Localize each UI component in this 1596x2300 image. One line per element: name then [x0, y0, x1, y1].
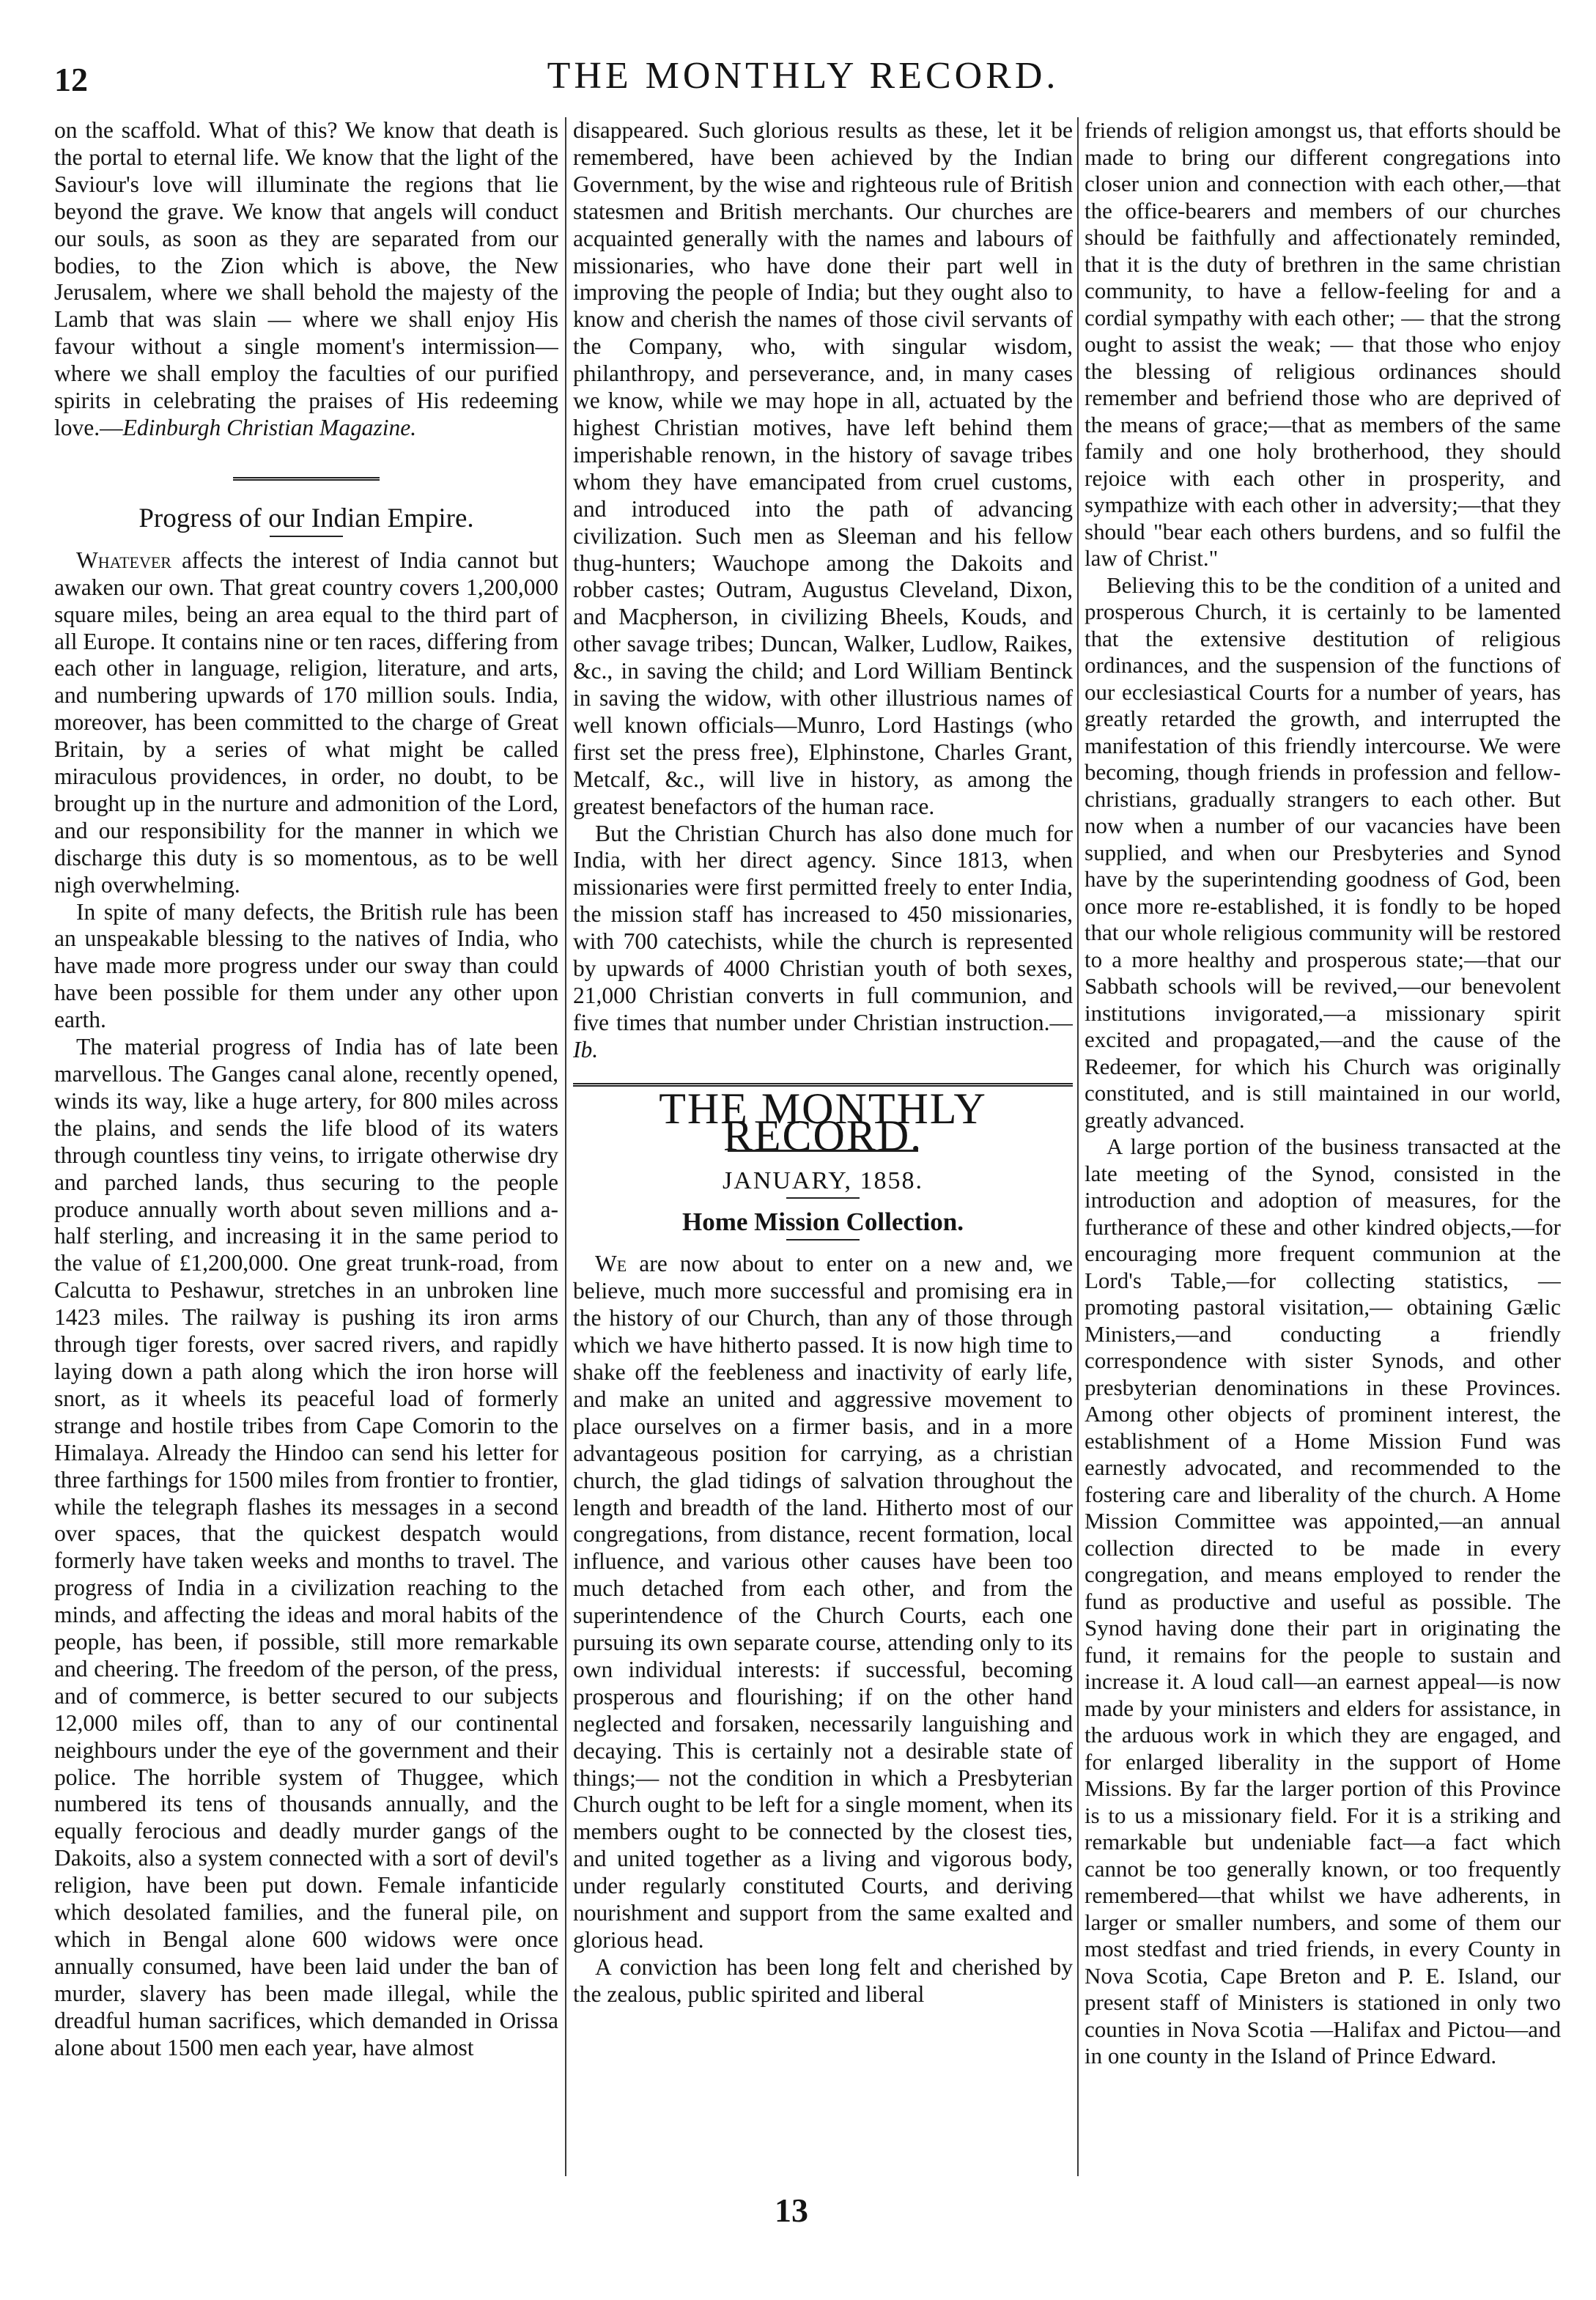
column-rule-right	[1077, 117, 1079, 2176]
editorial-paragraph-4: A large portion of the business transacted at the late meeting of the Synod, consisted in the introduction and adoption of measures, for the furtherance of these and other kindred objects,—for encouraging more frequent communion at the Lord's Table,—for collecting statistics, — promoting pastoral visitation,— obtaining Gælic Ministers,—and conducting a friendly correspondence with sister Synods, and other presbyterian denominations in these Provinces. Among other objects of prominent interest, the establishment of a Home Mission Fund was earnestly advocated, and recommended to the fostering care and liberality of the church. A Home Mission Committee was appointed,—an annual collection directed to be made in every congregation, and means employed to render the fund as productive and useful as possible. The Synod having done their part in originating the fund, it remains for the people to sustain and increase it. A loud call—an earnest appeal—is now made by your ministers and elders for assistance, in the arduous work in which they are engaged, and for enlarged liberality in the support of Home Missions. By far the larger portion of this Province is to us a missionary field. For it is a striking and remarkable but undeniable fact—a fact which cannot be too generally known, or too frequently remembered—that whilst we have adherents, in larger or smaller numbers, and some of them our most stedfast and tried friends, in every County in Nova Scotia, Cape Breton and P. E. Island, our present staff of Ministers is stationed in only two counties in Nova Scotia —Halifax and Pictou—and in one county in the Island of Prince Edward.	[1085, 1134, 1561, 2068]
article-paragraph-2: In spite of many defects, the British rule has been an unspeakable blessing to the natives of India, who have made more progress under our sway than could have been possible for them under any other upon earth.	[54, 898, 558, 1033]
article-mission-paragraph	[573, 821, 1073, 1064]
column-1	[54, 117, 558, 2183]
article-paragraph-1-text: affects the interest of India cannot but awaken our own. That great country covers 1,200,000 square miles, being an area equal to the third part of all Europe. It contains nine or ten races, differing from each other in language, religion, literature, and arts, and numbering upwards of 170 million souls. India, moreover, has been committed to the charge of Great Britain, by a series of what might be called miraculous providences, in order, no doubt, to be brought up in the nurture and admonition of the Lord, and our responsibility for the manner in which we discharge this duty is so momentous, as to be well nigh overwhelming.	[54, 547, 558, 898]
issue-date: JANUARY, 1858.	[723, 1166, 923, 1194]
editorial-drop-word: We	[595, 1251, 627, 1277]
editorial-paragraph-2: A conviction has been long felt and cherished by the zealous, public spirited and liberal	[573, 1953, 1073, 2007]
title-underline	[270, 536, 343, 537]
article-paragraph-1	[54, 547, 558, 899]
column-2	[573, 117, 1073, 2183]
column-3	[1085, 117, 1561, 2183]
editorial-masthead-block	[573, 1083, 1073, 1241]
editorial-paragraph-3: Believing this to be the condition of a united and prosperous Church, it is certainly to be lamented that the extensive destitution of religious ordinances, and the suspension of the functions of our ecclesiastical Courts for a number of years, has greatly retarded the growth, and interrupted the manifestation of this friendly intercourse. We were becoming, though friends in profession and fellow-christians, gradually strangers to each other. But now when a number of our vacancies have been supplied, and when our Presbyteries and Synod have by the superintending goodness of God, been once more re-established, it is fondly to be hoped that our whole religious community will be restored to a more healthy and prosperous state;—that our Sabbath schools will be revived,—our benevolent institutions invigorated,—a missionary spirit excited and propagated,—and the cause of the Redeemer, for which his Church was originally constituted, and is still maintained in our world, greatly advanced.	[1085, 572, 1561, 1133]
page-number-top: 12	[54, 61, 88, 98]
article-title-indian-empire: Progress of our Indian Empire.	[138, 503, 474, 533]
column-rule-left	[565, 117, 566, 2176]
running-head	[54, 50, 1552, 108]
editorial-paragraph-1-text: are now about to enter on a new and, we believe, much more successful and promising era in the history of our Church, than any of those through which we have hitherto passed. It is now high time to shake off the feebleness and inactivity of early life, and make an united and aggressive movement to place ourselves on a firmer basis, and in a more advantageous position for carrying, as a christian church, the glad tidings of salvation throughout the length and breadth of the land. Hitherto most of our congregations, from distance, recent formation, local influence, and various other causes have been too much detached from each other, and from the superintendence of the Church Courts, each one pursuing its own separate course, attending only to its own individual interests: if successful, becoming prosperous and flourishing; if on the other hand neglected and forsaken, necessarily languishing and decaying. This is certainly not a desirable state of things;— not the condition in which a Presbyterian Church ought to be left for a single moment, when its members ought to be connected by the closest ties, and united together as a living and vigorous body, under regularly constituted Courts, and deriving nourishment and support from the same exalted and glorious head.	[573, 1251, 1073, 1953]
obituary-body: on the scaffold. What of this? We know that death is the portal to eternal life. We know that the light of the Saviour's love will illuminate the regions that lie beyond the grave. We know that angels will conduct our souls, as soon as they are separated from our bodies, to the Zion which is above, the New Jerusalem, where we shall behold the majesty of the Lamb that was slain — where we shall enjoy His favour without a single moment's intermission—where we shall employ the faculties of our purified spirits in celebrating the praises of His redeeming love.—	[54, 117, 558, 440]
masthead-title: THE MONTHLY RECORD.	[659, 1084, 987, 1160]
editorial-paragraph-1	[573, 1251, 1073, 1954]
section-underline	[786, 1239, 860, 1240]
obituary-text	[54, 117, 558, 442]
page-number-bottom: 13	[775, 2192, 808, 2229]
article-continued-paragraph: disappeared. Such glorious results as these, let it be remembered, have been achieved by the Indian Government, by the wise and righteous rule of British statesmen and British merchants. Our churches are acquainted generally with the names and labours of missionaries, who have done their part well in improving the people of India; but they ought also to know and cherish the names of those civil servants of the Company, who, with singular wisdom, philanthropy, and perseverance, and, in many cases we know, while we may hope in all, actuated by the highest Christian motives, have left behind them imperishable renown, in the history of savage tribes whom they have emancipated from cruel customs, and introduced into the path of advancing civilization. Such men as Sleeman and his fellow thug-hunters; Wauchope among the Dakoits and robber castes; Outram, Augustus Cleveland, Dixon, and Macpherson, in civilizing Bheels, Kouds, and other savage tribes; Duncan, Walker, Ludlow, Raikes, &c., in saving the child; and Lord William Bentinck in saving the widow, with other illustrious names of well known officials—Munro, Lord Hastings (who first set the press free), Elphinstone, Charles Grant, Metcalf, &c., will live in history, as among the greatest benefactors of the human race.	[573, 117, 1073, 819]
section-divider	[233, 477, 380, 481]
drop-word: Whatever	[76, 547, 171, 573]
journal-title: THE MONTHLY RECORD.	[547, 55, 1060, 97]
obituary-source: Edinburgh Christian Magazine.	[122, 414, 417, 440]
editorial-continued-paragraph: friends of religion amongst us, that efforts should be made to bring our different congregations into closer union and connection with each other,—that the office-bearers and members of our churches should be faithfully and affectionately reminded, that it is the duty of brethren in the same christian community, to have a fellow-feeling for and a cordial sympathy with each other; — that the strong ought to assist the weak; — that those who enjoy the blessing of religious ordinances should remember and befriend those who are deprived of the means of grace;—that as members of the same family and one holy brotherhood, they should rejoice with each other in prosperity, and sympathize with each other in adversity;—that they should "bear each others burdens, and so fulfil the law of Christ."	[1085, 117, 1561, 571]
section-title-home-mission: Home Mission Collection.	[682, 1208, 964, 1237]
article-mission-text: But the Christian Church has also done much for India, with her direct agency. Since 1813, when missionaries were first permitted freely to enter India, the mission staff has increased to 450 missionaries, with 700 catechists, while the church is represented by upwards of 4000 Christian youth of both sexes, 21,000 Christian converts in full communion, and five times that number under Christian instruction.—	[573, 820, 1073, 1035]
article-paragraph-3: The material progress of India has of late been marvellous. The Ganges canal alone, recently opened, winds its way, like a huge artery, for 800 miles across the plains, and sends the life blood of its waters through countless tiny veins, to irrigate otherwise dry and parched lands, thus securing to the people produce annually worth about seven millions and a-half sterling, and increasing it in the same period to the value of £1,200,000. One great trunk-road, from Calcutta to Peshawur, stretches in an unbroken line 1423 miles. The railway is pushing its iron arms through tiger forests, over sacred rivers, and rapidly laying down a path along which the iron horse will snort, as it wheels its peaceful load of formerly strange and hostile tribes from Cape Comorin to the Himalaya. Already the Hindoo can send his letter for three farthings for 1500 miles from frontier to frontier, while the telegraph flashes its messages in a second over spaces, that the quickest despatch would formerly have taken weeks and months to travel. The progress of India in a civilization reaching to the minds, and affecting the ideas and moral habits of the people, has been, if possible, still more remarkable and cheering. The freedom of the person, of the press, and of commerce, is better secured to our subjects 12,000 miles off, than to any of our continental neighbours under the eye of the government and their police. The horrible system of Thuggee, which numbered its tens of thousands annually, and the equally ferocious and deadly murder gangs of the Dakoits, also a system connected with a sort of devil's religion, have been put down. Female infanticide which desolated families, and the funeral pile, on which in Bengal alone 600 widows were once annually consumed, have been laid under the ban of murder, slavery has been made illegal, while the dreadful human sacrifices, which demanded in Orissa alone about 1500 men each year, have almost	[54, 1034, 558, 2060]
date-underline	[786, 1197, 860, 1199]
article-source: Ib.	[573, 1036, 599, 1062]
